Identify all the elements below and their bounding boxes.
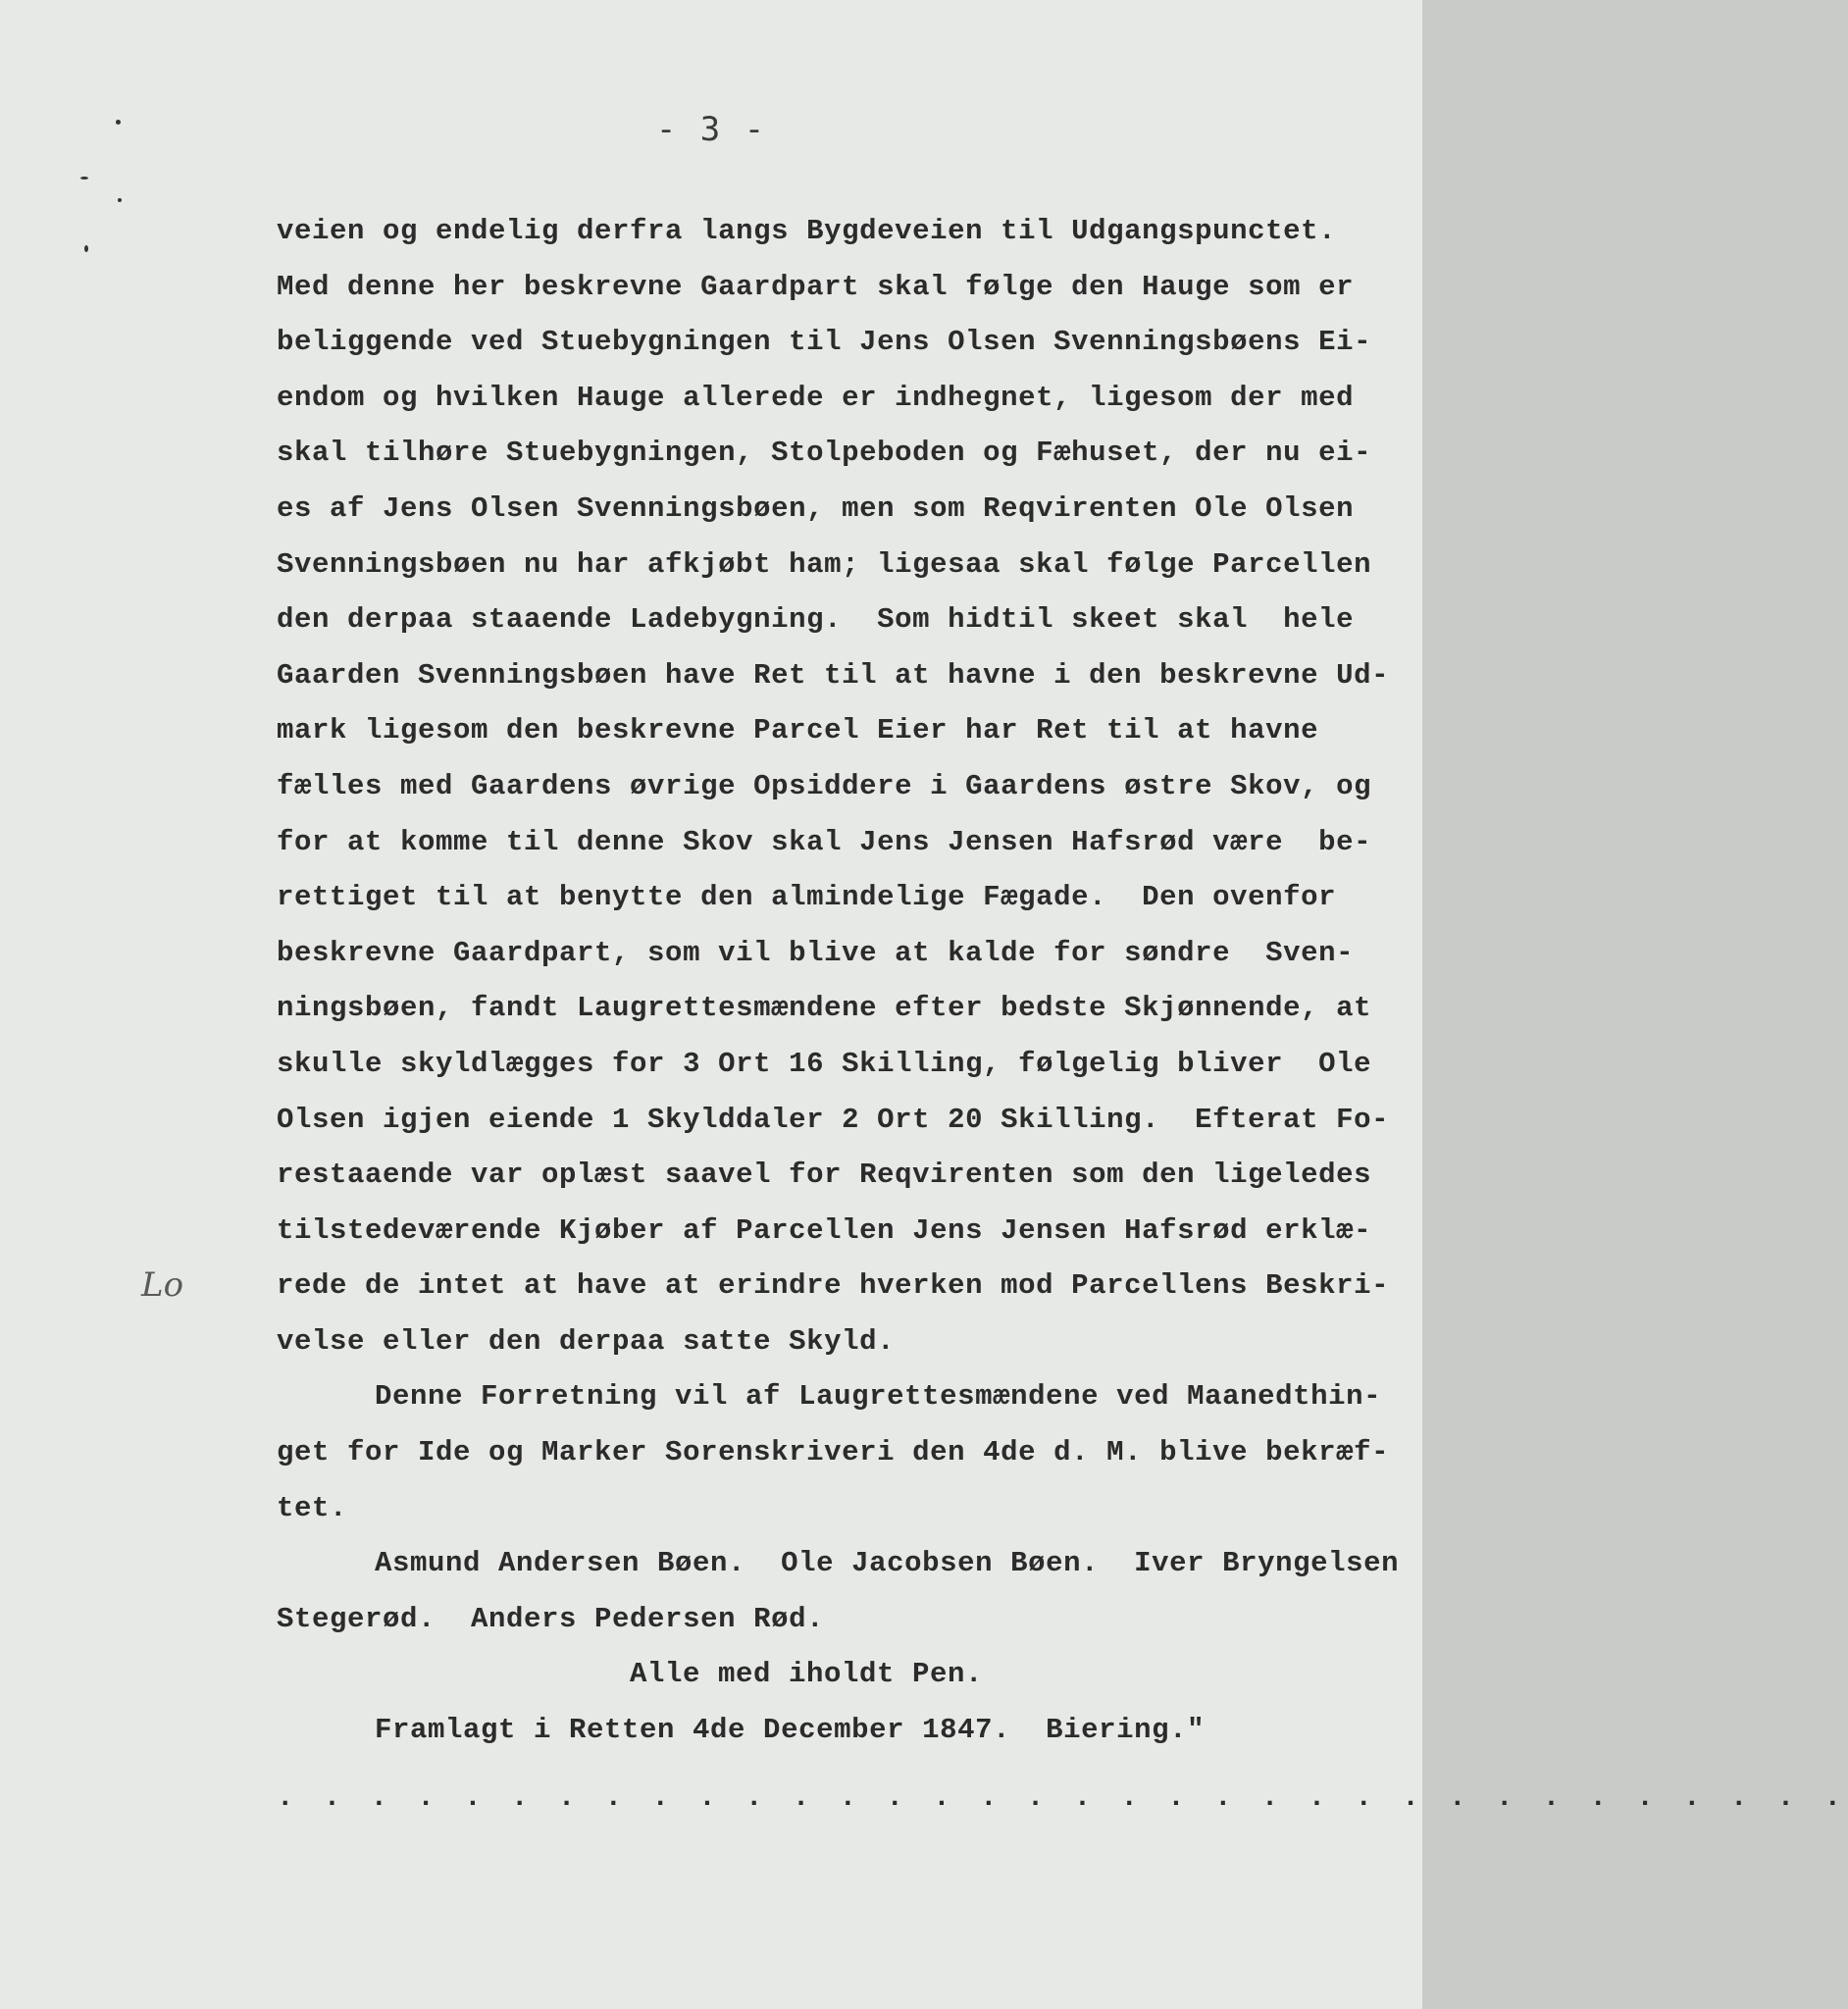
document-body [277,204,1400,1759]
text-line: veien og endelig derfra langs Bygdeveien til Udgangspunctet. [277,215,1337,247]
text-line: get for Ide og Marker Sorenskriveri den 4de d. M. blive bekræf- [277,1436,1390,1469]
scan-speck [84,245,88,252]
text-line: endom og hvilken Hauge allerede er indhegnet, ligesom der med [277,381,1355,414]
text-line: for at komme til denne Skov skal Jens Jensen Hafsrød være be- [277,825,1372,858]
text-line: Gaarden Svenningsbøen have Ret til at havne i den beskrevne Ud- [277,658,1390,692]
margin-note: Lo [141,1265,184,1305]
text-line: beliggende ved Stuebygningen til Jens Olsen Svenningsbøens Ei- [277,326,1372,359]
text-line: Alle med iholdt Pen. [630,1658,984,1691]
text-line: beskrevne Gaardpart, som vil blive at kalde for søndre Sven- [277,936,1355,969]
text-line: Asmund Andersen Bøen. Ole Jacobsen Bøen. Iver Bryngelsen [375,1547,1400,1580]
page-number: - 3 - [655,110,767,149]
text-line: tet. [277,1491,348,1524]
text-line: velse eller den derpaa satte Skyld. [277,1324,896,1358]
text-line: es af Jens Olsen Svenningsbøen, men som Reqvirenten Ole Olsen [277,491,1355,525]
text-line: mark ligesom den beskrevne Parcel Eier har Ret til at havne [277,714,1319,747]
text-line: rettiget til at benytte den almindelige Fægade. Den ovenfor [277,881,1337,914]
dotted-separator: . . . . . . . . . . . . . . . . . . . . . . . . . . . . . . . . . . [277,1781,1848,1814]
text-line: den derpaa staaende Ladebygning. Som hidtil skeet skal hele [277,603,1355,637]
text-line: Framlagt i Retten 4de December 1847. Biering." [375,1714,1206,1747]
text-line: Olsen igjen eiende 1 Skylddaler 2 Ort 20 Skilling. Efterat Fo- [277,1103,1390,1136]
text-line: Med denne her beskrevne Gaardpart skal følge den Hauge som er [277,270,1355,303]
text-line: restaaende var oplæst saavel for Reqvirenten som den ligeledes [277,1159,1372,1192]
text-line: Svenningsbøen nu har afkjøbt ham; ligesaa skal følge Parcellen [277,547,1372,581]
text-line: Denne Forretning vil af Laugrettesmændene ved Maanedthin- [375,1380,1382,1414]
scan-speck [80,177,88,180]
text-line: tilstedeværende Kjøber af Parcellen Jens Jensen Hafsrød erklæ- [277,1213,1372,1247]
text-line: fælles med Gaardens øvrige Opsiddere i Gaardens østre Skov, og [277,769,1372,802]
scan-speck [118,198,122,202]
text-line: ningsbøen, fandt Laugrettesmændene efter bedste Skjønnende, at [277,992,1372,1025]
text-line: skal tilhøre Stuebygningen, Stolpeboden og Fæhuset, der nu ei- [277,437,1372,470]
text-line: skulle skyldlægges for 3 Ort 16 Skilling, følgelig bliver Ole [277,1047,1372,1080]
text-line: rede de intet at have at erindre hverken mod Parcellens Beskri- [277,1269,1390,1303]
text-line: Stegerød. Anders Pedersen Rød. [277,1602,825,1635]
